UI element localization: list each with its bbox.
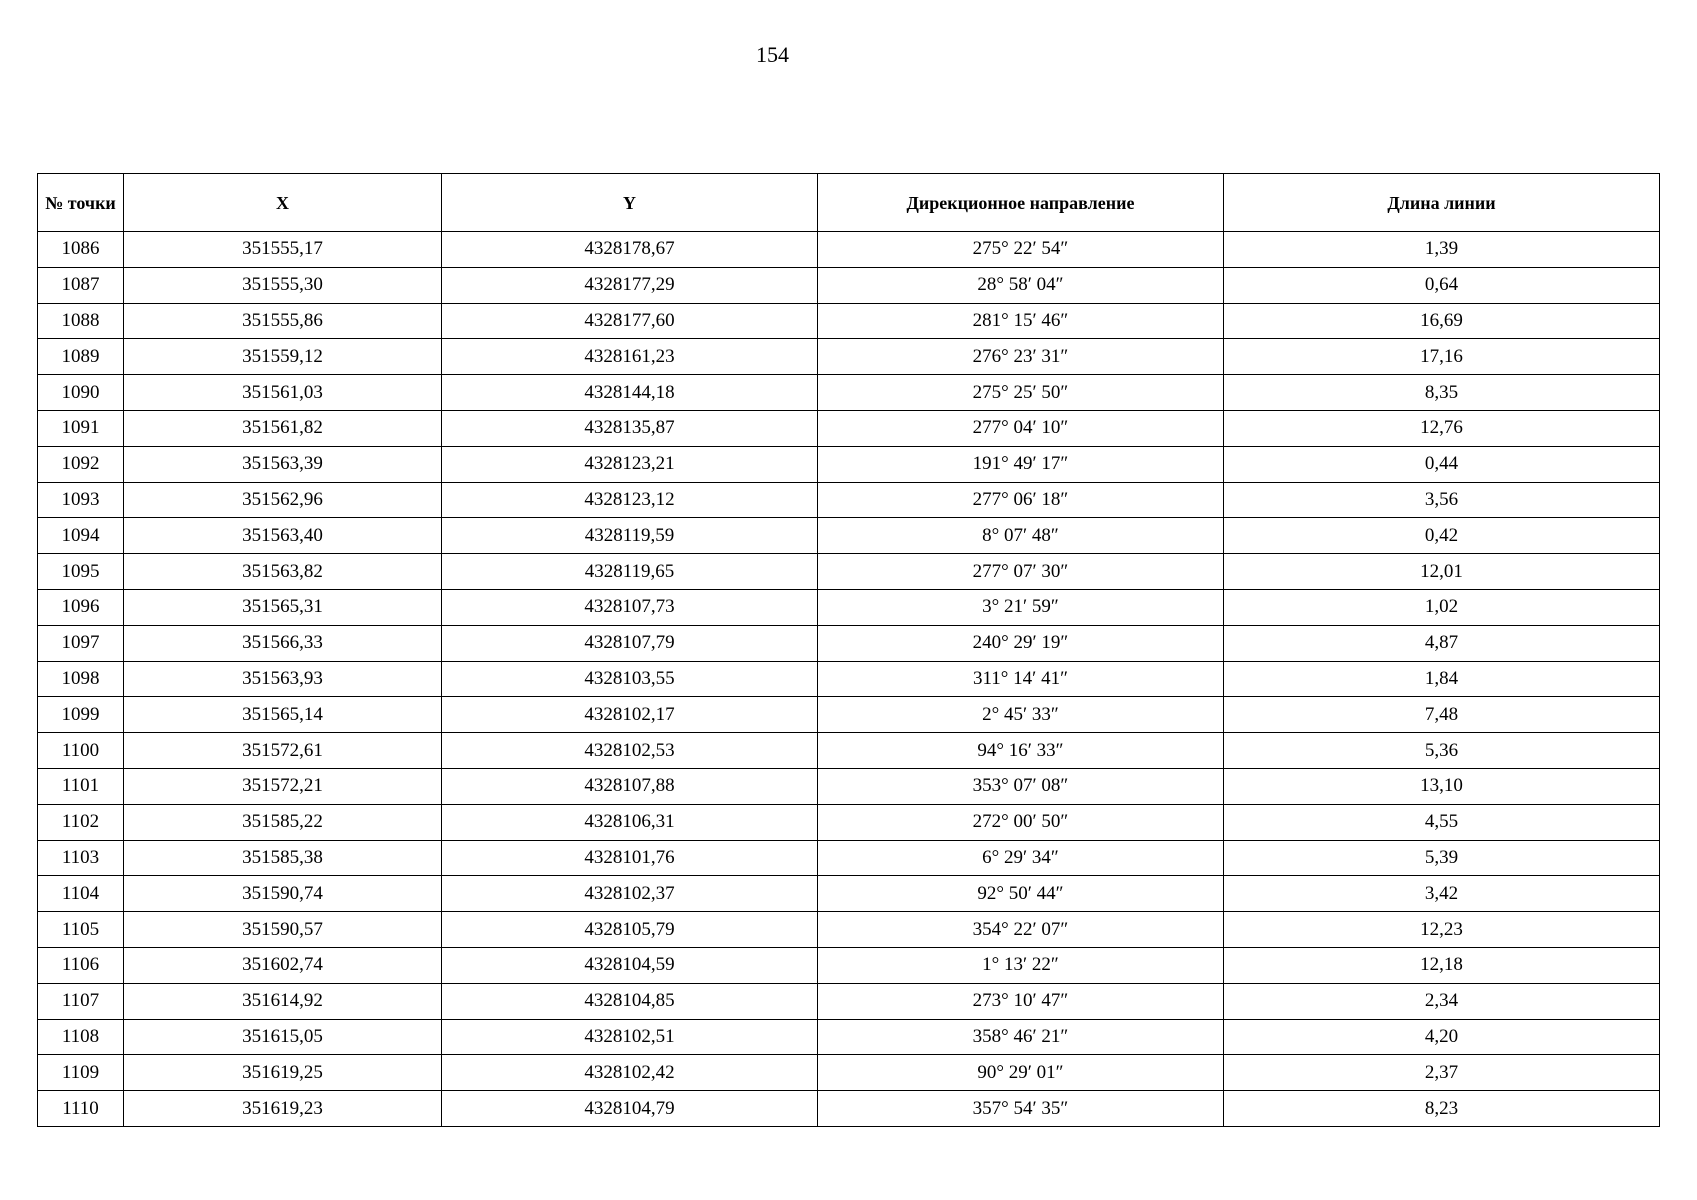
cell-point-number: 1110 bbox=[38, 1091, 124, 1127]
cell-direction: 353° 07′ 08″ bbox=[818, 768, 1224, 804]
cell-y: 4328105,79 bbox=[442, 912, 818, 948]
header-x: X bbox=[124, 174, 442, 232]
cell-point-number: 1091 bbox=[38, 410, 124, 446]
cell-direction: 2° 45′ 33″ bbox=[818, 697, 1224, 733]
table-row bbox=[38, 1055, 1660, 1091]
table-row bbox=[38, 339, 1660, 375]
cell-length: 8,35 bbox=[1224, 375, 1660, 411]
cell-point-number: 1090 bbox=[38, 375, 124, 411]
cell-direction: 277° 04′ 10″ bbox=[818, 410, 1224, 446]
cell-x: 351563,39 bbox=[124, 446, 442, 482]
cell-direction: 277° 07′ 30″ bbox=[818, 554, 1224, 590]
cell-direction: 275° 25′ 50″ bbox=[818, 375, 1224, 411]
cell-length: 1,02 bbox=[1224, 589, 1660, 625]
cell-direction: 358° 46′ 21″ bbox=[818, 1019, 1224, 1055]
cell-length: 12,76 bbox=[1224, 410, 1660, 446]
cell-length: 17,16 bbox=[1224, 339, 1660, 375]
cell-y: 4328119,65 bbox=[442, 554, 818, 590]
cell-point-number: 1086 bbox=[38, 232, 124, 268]
cell-y: 4328102,37 bbox=[442, 876, 818, 912]
cell-direction: 277° 06′ 18″ bbox=[818, 482, 1224, 518]
cell-length: 4,55 bbox=[1224, 804, 1660, 840]
cell-length: 8,23 bbox=[1224, 1091, 1660, 1127]
header-point-number: № точки bbox=[38, 174, 124, 232]
header-row bbox=[38, 174, 1660, 232]
cell-x: 351563,82 bbox=[124, 554, 442, 590]
table-row bbox=[38, 697, 1660, 733]
cell-point-number: 1093 bbox=[38, 482, 124, 518]
cell-length: 0,42 bbox=[1224, 518, 1660, 554]
cell-y: 4328177,29 bbox=[442, 267, 818, 303]
table-row bbox=[38, 768, 1660, 804]
cell-direction: 1° 13′ 22″ bbox=[818, 947, 1224, 983]
cell-y: 4328123,21 bbox=[442, 446, 818, 482]
cell-direction: 6° 29′ 34″ bbox=[818, 840, 1224, 876]
header-y: Y bbox=[442, 174, 818, 232]
table-row bbox=[38, 375, 1660, 411]
table-row bbox=[38, 733, 1660, 769]
cell-y: 4328161,23 bbox=[442, 339, 818, 375]
cell-direction: 3° 21′ 59″ bbox=[818, 589, 1224, 625]
table-row bbox=[38, 1019, 1660, 1055]
cell-x: 351566,33 bbox=[124, 625, 442, 661]
table-row bbox=[38, 303, 1660, 339]
cell-point-number: 1108 bbox=[38, 1019, 124, 1055]
cell-y: 4328123,12 bbox=[442, 482, 818, 518]
cell-direction: 275° 22′ 54″ bbox=[818, 232, 1224, 268]
cell-direction: 354° 22′ 07″ bbox=[818, 912, 1224, 948]
table-row bbox=[38, 625, 1660, 661]
table-row bbox=[38, 518, 1660, 554]
cell-length: 3,42 bbox=[1224, 876, 1660, 912]
cell-length: 7,48 bbox=[1224, 697, 1660, 733]
cell-direction: 240° 29′ 19″ bbox=[818, 625, 1224, 661]
table-row bbox=[38, 840, 1660, 876]
cell-direction: 92° 50′ 44″ bbox=[818, 876, 1224, 912]
cell-y: 4328102,42 bbox=[442, 1055, 818, 1091]
table-row bbox=[38, 983, 1660, 1019]
cell-x: 351614,92 bbox=[124, 983, 442, 1019]
table-row bbox=[38, 410, 1660, 446]
cell-length: 0,44 bbox=[1224, 446, 1660, 482]
cell-length: 2,34 bbox=[1224, 983, 1660, 1019]
cell-point-number: 1102 bbox=[38, 804, 124, 840]
cell-length: 2,37 bbox=[1224, 1055, 1660, 1091]
cell-x: 351563,40 bbox=[124, 518, 442, 554]
cell-point-number: 1104 bbox=[38, 876, 124, 912]
cell-point-number: 1107 bbox=[38, 983, 124, 1019]
cell-x: 351619,23 bbox=[124, 1091, 442, 1127]
cell-length: 3,56 bbox=[1224, 482, 1660, 518]
cell-direction: 311° 14′ 41″ bbox=[818, 661, 1224, 697]
cell-x: 351562,96 bbox=[124, 482, 442, 518]
cell-y: 4328104,85 bbox=[442, 983, 818, 1019]
cell-length: 12,23 bbox=[1224, 912, 1660, 948]
table-row bbox=[38, 267, 1660, 303]
table-row bbox=[38, 912, 1660, 948]
cell-point-number: 1096 bbox=[38, 589, 124, 625]
cell-direction: 276° 23′ 31″ bbox=[818, 339, 1224, 375]
cell-length: 16,69 bbox=[1224, 303, 1660, 339]
cell-y: 4328104,79 bbox=[442, 1091, 818, 1127]
cell-point-number: 1089 bbox=[38, 339, 124, 375]
cell-y: 4328177,60 bbox=[442, 303, 818, 339]
cell-direction: 281° 15′ 46″ bbox=[818, 303, 1224, 339]
cell-point-number: 1092 bbox=[38, 446, 124, 482]
cell-x: 351572,21 bbox=[124, 768, 442, 804]
table-row bbox=[38, 1091, 1660, 1127]
table-row bbox=[38, 876, 1660, 912]
cell-point-number: 1097 bbox=[38, 625, 124, 661]
cell-x: 351590,57 bbox=[124, 912, 442, 948]
cell-y: 4328102,53 bbox=[442, 733, 818, 769]
cell-length: 5,39 bbox=[1224, 840, 1660, 876]
cell-x: 351565,14 bbox=[124, 697, 442, 733]
cell-point-number: 1109 bbox=[38, 1055, 124, 1091]
cell-y: 4328106,31 bbox=[442, 804, 818, 840]
table-row bbox=[38, 446, 1660, 482]
cell-x: 351561,82 bbox=[124, 410, 442, 446]
cell-x: 351602,74 bbox=[124, 947, 442, 983]
table-row bbox=[38, 482, 1660, 518]
cell-y: 4328178,67 bbox=[442, 232, 818, 268]
header-direction: Дирекционное направление bbox=[818, 174, 1224, 232]
coordinates-table bbox=[37, 173, 1660, 1127]
cell-x: 351563,93 bbox=[124, 661, 442, 697]
cell-direction: 8° 07′ 48″ bbox=[818, 518, 1224, 554]
table-header bbox=[38, 174, 1660, 232]
cell-x: 351555,86 bbox=[124, 303, 442, 339]
cell-direction: 28° 58′ 04″ bbox=[818, 267, 1224, 303]
cell-point-number: 1098 bbox=[38, 661, 124, 697]
cell-direction: 273° 10′ 47″ bbox=[818, 983, 1224, 1019]
cell-x: 351619,25 bbox=[124, 1055, 442, 1091]
cell-point-number: 1099 bbox=[38, 697, 124, 733]
cell-point-number: 1101 bbox=[38, 768, 124, 804]
cell-x: 351590,74 bbox=[124, 876, 442, 912]
cell-direction: 272° 00′ 50″ bbox=[818, 804, 1224, 840]
cell-point-number: 1105 bbox=[38, 912, 124, 948]
table-row bbox=[38, 947, 1660, 983]
cell-y: 4328101,76 bbox=[442, 840, 818, 876]
page-number bbox=[0, 42, 1697, 68]
table-row bbox=[38, 232, 1660, 268]
cell-point-number: 1088 bbox=[38, 303, 124, 339]
cell-point-number: 1095 bbox=[38, 554, 124, 590]
table-body bbox=[38, 232, 1660, 1127]
cell-x: 351561,03 bbox=[124, 375, 442, 411]
cell-x: 351615,05 bbox=[124, 1019, 442, 1055]
cell-length: 4,87 bbox=[1224, 625, 1660, 661]
cell-y: 4328107,88 bbox=[442, 768, 818, 804]
cell-point-number: 1094 bbox=[38, 518, 124, 554]
cell-x: 351555,30 bbox=[124, 267, 442, 303]
cell-x: 351585,22 bbox=[124, 804, 442, 840]
cell-y: 4328135,87 bbox=[442, 410, 818, 446]
cell-x: 351572,61 bbox=[124, 733, 442, 769]
header-length: Длина линии bbox=[1224, 174, 1660, 232]
cell-length: 4,20 bbox=[1224, 1019, 1660, 1055]
table-row bbox=[38, 804, 1660, 840]
cell-point-number: 1103 bbox=[38, 840, 124, 876]
cell-point-number: 1100 bbox=[38, 733, 124, 769]
cell-length: 1,84 bbox=[1224, 661, 1660, 697]
cell-direction: 94° 16′ 33″ bbox=[818, 733, 1224, 769]
cell-direction: 191° 49′ 17″ bbox=[818, 446, 1224, 482]
cell-y: 4328144,18 bbox=[442, 375, 818, 411]
table-row bbox=[38, 554, 1660, 590]
cell-length: 1,39 bbox=[1224, 232, 1660, 268]
cell-y: 4328119,59 bbox=[442, 518, 818, 554]
cell-direction: 90° 29′ 01″ bbox=[818, 1055, 1224, 1091]
cell-y: 4328107,79 bbox=[442, 625, 818, 661]
cell-y: 4328103,55 bbox=[442, 661, 818, 697]
cell-point-number: 1087 bbox=[38, 267, 124, 303]
cell-x: 351555,17 bbox=[124, 232, 442, 268]
cell-length: 12,01 bbox=[1224, 554, 1660, 590]
cell-length: 0,64 bbox=[1224, 267, 1660, 303]
cell-y: 4328102,51 bbox=[442, 1019, 818, 1055]
cell-length: 12,18 bbox=[1224, 947, 1660, 983]
cell-x: 351585,38 bbox=[124, 840, 442, 876]
cell-direction: 357° 54′ 35″ bbox=[818, 1091, 1224, 1127]
cell-x: 351565,31 bbox=[124, 589, 442, 625]
cell-length: 13,10 bbox=[1224, 768, 1660, 804]
cell-point-number: 1106 bbox=[38, 947, 124, 983]
table-row bbox=[38, 661, 1660, 697]
cell-y: 4328107,73 bbox=[442, 589, 818, 625]
page-number-text: 154 bbox=[756, 42, 789, 67]
cell-x: 351559,12 bbox=[124, 339, 442, 375]
cell-length: 5,36 bbox=[1224, 733, 1660, 769]
cell-y: 4328102,17 bbox=[442, 697, 818, 733]
table-row bbox=[38, 589, 1660, 625]
cell-y: 4328104,59 bbox=[442, 947, 818, 983]
